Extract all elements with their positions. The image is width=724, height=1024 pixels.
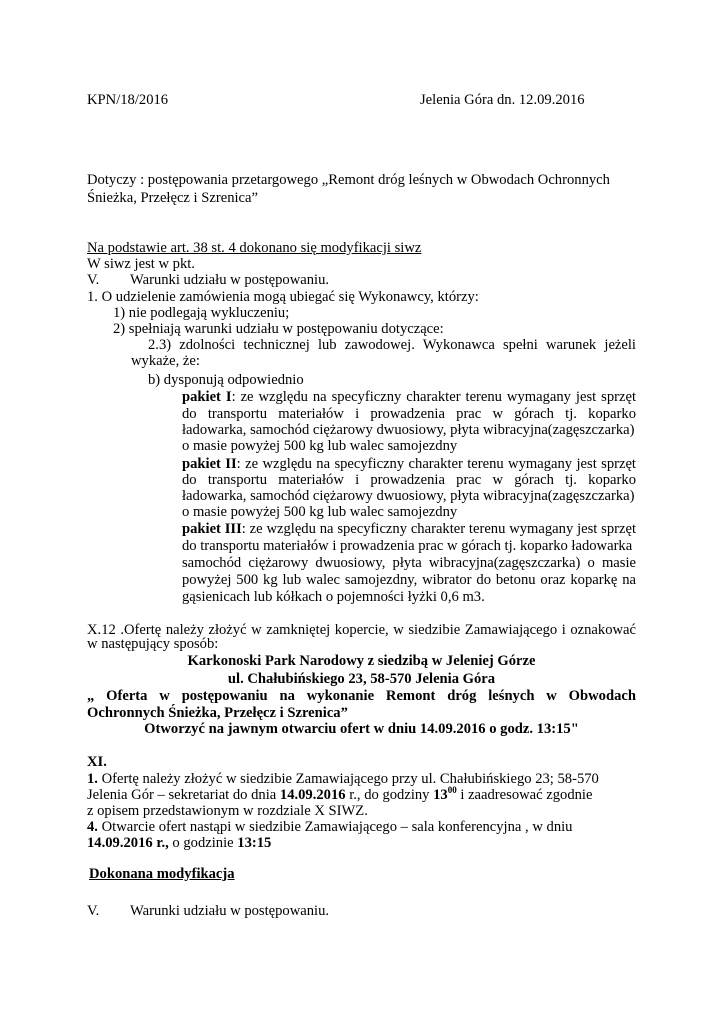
section-xi-title: XI. bbox=[87, 754, 107, 770]
subject-line-1: Dotyczy : postępowania przetargowego „Remont dróg leśnych w Obwodach Ochronnych bbox=[87, 172, 610, 188]
pakiet-3-line-2: do transportu materiałów i prowadzenia prac w górach tj. koparko ładowarka bbox=[182, 538, 633, 554]
opening-notice: Otworzyć na jawnym otwarciu ofert w dniu 14.09.2016 o godz. 13:15" bbox=[144, 721, 579, 737]
xi-point-1-line-3: z opisem przedstawionym w rozdziale X SIWZ. bbox=[87, 803, 368, 819]
xi-point-1-line-1: 1. Ofertę należy złożyć w siedzibie Zamawiającego przy ul. Chałubińskiego 23; 58-570 bbox=[87, 771, 599, 787]
basis-heading: Na podstawie art. 38 st. 4 dokonano się modyfikacji siwz bbox=[87, 240, 422, 256]
address-line-2: ul. Chałubińskiego 23, 58-570 Jelenia Góra bbox=[227, 671, 496, 687]
pakiet-1-line-3: ładowarka, samochód ciężarowy dwuosiowy, płyta wibracyjna(zagęszczarka) bbox=[182, 422, 635, 438]
x12-line-1: X.12 .Ofertę należy złożyć w zamkniętej kopercie, w siedzibie Zamawiającego i oznakować bbox=[87, 622, 636, 638]
pakiet-1-line-1: pakiet I: ze względu na specyficzny charakter terenu wymagany jest sprzęt bbox=[182, 389, 636, 405]
pakiet-2-line-3: ładowarka, samochód ciężarowy dwuosiowy, płyta wibracyjna(zagęszczarka) bbox=[182, 488, 635, 504]
xi-point-4-line-2: 14.09.2016 r., o godzinie 13:15 bbox=[87, 835, 272, 851]
condition-b: b) dysponują odpowiednio bbox=[148, 372, 304, 388]
place-date: Jelenia Góra dn. 12.09.2016 bbox=[420, 92, 585, 108]
pakiet-1-label: pakiet I bbox=[182, 389, 232, 405]
x12-line-2: w następujący sposób: bbox=[87, 636, 219, 652]
sub-point-1: 1) nie podlegają wykluczeniu; bbox=[113, 305, 290, 321]
offer-line-2: Ochronnych Śnieżka, Przełęcz i Szrenica” bbox=[87, 705, 348, 721]
offer-line-1: „ Oferta w postępowaniu na wykonanie Remont dróg leśnych w Obwodach bbox=[87, 688, 636, 704]
sub-point-2: 2) spełniają warunki udziału w postępowaniu dotyczące: bbox=[113, 321, 444, 337]
pakiet-1-line-2: do transportu materiałów i prowadzenia prac w górach tj. koparko bbox=[182, 406, 636, 422]
pakiet-3-line-1: pakiet III: ze względu na specyficzny charakter terenu wymagany jest sprzęt bbox=[182, 521, 637, 537]
reference-number: KPN/18/2016 bbox=[87, 92, 169, 108]
condition-2-3-line-2: wykaże, że: bbox=[131, 353, 200, 369]
modification-v-number: V. bbox=[87, 903, 100, 919]
modification-heading: Dokonana modyfikacja bbox=[89, 866, 235, 882]
address-line-1: Karkonoski Park Narodowy z siedzibą w Jeleniej Górze bbox=[187, 653, 536, 669]
xi-point-4-line-1: 4. Otwarcie ofert nastąpi w siedzibie Zamawiającego – sala konferencyjna , w dniu bbox=[87, 819, 573, 835]
subject-line-2: Śnieżka, Przełęcz i Szrenica” bbox=[87, 190, 258, 206]
point-1: 1. O udzielenie zamówienia mogą ubiegać się Wykonawcy, którzy: bbox=[87, 289, 479, 305]
pakiet-3-label: pakiet III bbox=[182, 521, 242, 537]
section-v-title: Warunki udziału w postępowaniu. bbox=[130, 272, 330, 288]
xi-point-1-line-2: Jelenia Gór – sekretariat do dnia 14.09.2016 r., do godziny $13^{00}$ i zaadresować zgodnie bbox=[87, 785, 593, 803]
modification-v-title: Warunki udziału w postępowaniu. bbox=[130, 903, 330, 919]
pakiet-3-line-3: samochód ciężarowy dwuosiowy, płyta wibracyjna(zagęszczarka) o masie bbox=[182, 555, 636, 571]
intro-line: W siwz jest w pkt. bbox=[87, 256, 195, 272]
section-v-number: V. bbox=[87, 272, 100, 288]
pakiet-2-line-4: o masie powyżej 500 kg lub walec samojezdny bbox=[182, 504, 458, 520]
pakiet-2-line-2: do transportu materiałów i prowadzenia prac w górach tj. koparko bbox=[182, 472, 636, 488]
pakiet-3-line-4: powyżej 500 kg lub walec samojezdny, wibrator do betonu oraz koparkę na bbox=[182, 572, 636, 588]
pakiet-3-line-5: gąsienicach lub kółkach o pojemności łyżki 0,6 m3. bbox=[182, 589, 485, 605]
pakiet-2-label: pakiet II bbox=[182, 456, 237, 472]
pakiet-1-line-4: o masie powyżej 500 kg lub walec samojezdny bbox=[182, 438, 458, 454]
condition-2-3-line-1: 2.3) zdolności technicznej lub zawodowej. Wykonawca spełni warunek jeżeli bbox=[148, 337, 636, 353]
pakiet-2-line-1: pakiet II: ze względu na specyficzny charakter terenu wymagany jest sprzęt bbox=[182, 456, 636, 472]
